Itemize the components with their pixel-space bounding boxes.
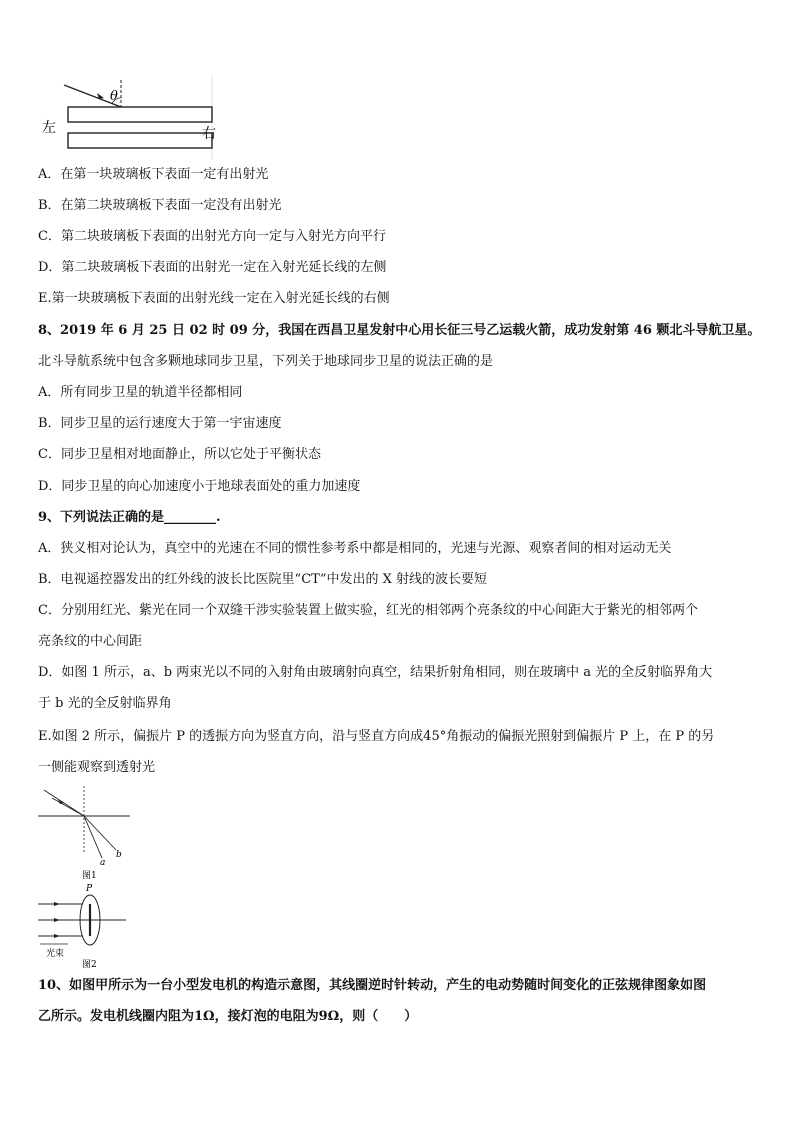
q7-option-d: D．第二块玻璃板下表面的出射光一定在入射光延长线的左侧 [38, 260, 387, 275]
label-b: b [116, 850, 122, 860]
figure-2 [38, 880, 138, 972]
ray-b-refracted [84, 816, 116, 850]
q7-option-c: C．第二块玻璃板下表面的出射光方向一定与入射光方向平行 [38, 229, 386, 244]
fig2-caption: 图2 [82, 960, 97, 970]
q9-option-d-line2: 于 b 光的全反射临界角 [38, 696, 172, 711]
q9-option-e-line2: 一侧能观察到透射光 [38, 760, 156, 775]
q8-option-d: D．同步卫星的向心加速度小于地球表面处的重力加速度 [38, 479, 361, 494]
q9-option-a: A．狭义相对论认为，真空中的光速在不同的惯性参考系中都是相同的，光速与光源、观察者间的相对运动无关 [38, 541, 672, 556]
q9-stem: 9、下列说法正确的是________. [38, 510, 221, 525]
theta-label: θ [110, 89, 118, 104]
arrow-head-icon [54, 902, 60, 906]
q8-stem-line1: 8、2019 年 6 月 25 日 02 时 09 分，我国在西昌卫星发射中心用长征三号乙运载火箭，成功发射第 46 颗北斗导航卫星。 [38, 323, 761, 338]
glass-plate-1 [68, 107, 212, 122]
q9-option-c-line1: C．分别用红光、紫光在同一个双缝干涉实验装置上做实验，红光的相邻两个亮条纹的中心间距大于紫光的相邻两个 [38, 603, 698, 618]
figure-glass-plates [38, 76, 224, 160]
label-right: 右 [202, 126, 216, 142]
q8-option-a: A．所有同步卫星的轨道半径都相同 [38, 385, 243, 400]
q9-option-d-line1: D．如图 1 所示，a、b 两束光以不同的入射角由玻璃射向真空，结果折射角相同，则在玻璃中 a 光的全反射临界角大 [38, 665, 713, 680]
q7-option-a: A．在第一块玻璃板下表面一定有出射光 [38, 167, 269, 182]
glass-plate-2 [68, 133, 212, 148]
fig1-caption: 图1 [82, 871, 97, 881]
q7-option-b: B．在第二块玻璃板下表面一定没有出射光 [38, 198, 282, 213]
q8-option-b: B．同步卫星的运行速度大于第一宇宙速度 [38, 416, 282, 431]
ray-a-refracted [84, 816, 102, 858]
q10-stem-line1: 10、如图甲所示为一台小型发电机的构造示意图，其线圈逆时针转动，产生的电动势随时间变化的正弦规律图象如图 [38, 978, 707, 993]
label-left: 左 [42, 120, 56, 136]
q9-option-e-line1: E.如图 2 所示，偏振片 P 的透振方向为竖直方向，沿与竖直方向成45°角振动的偏振光照射到偏振片 P 上，在 P 的另 [38, 729, 715, 744]
q9-option-b: B．电视遥控器发出的红外线的波长比医院里“CT”中发出的 X 射线的波长要短 [38, 572, 487, 587]
ray-b-incident [52, 798, 84, 816]
q10-stem-line2: 乙所示。发电机线圈内阻为1Ω，接灯泡的电阻为9Ω，则（ ） [38, 1009, 418, 1024]
q8-stem-line2: 北斗导航系统中包含多颗地球同步卫星，下列关于地球同步卫星的说法正确的是 [38, 354, 494, 369]
label-p: P [86, 884, 93, 894]
q9-option-c-line2: 亮条纹的中心间距 [38, 634, 143, 649]
figure-1 [38, 786, 138, 882]
beam-label: 光束 [46, 949, 65, 959]
label-a: a [100, 858, 106, 868]
arrow-head-icon [54, 918, 60, 922]
q8-option-c: C．同步卫星相对地面静止，所以它处于平衡状态 [38, 447, 321, 462]
arrow-head-icon [54, 934, 60, 938]
q7-option-e: E.第一块玻璃板下表面的出射光线一定在入射光延长线的右侧 [38, 291, 390, 306]
